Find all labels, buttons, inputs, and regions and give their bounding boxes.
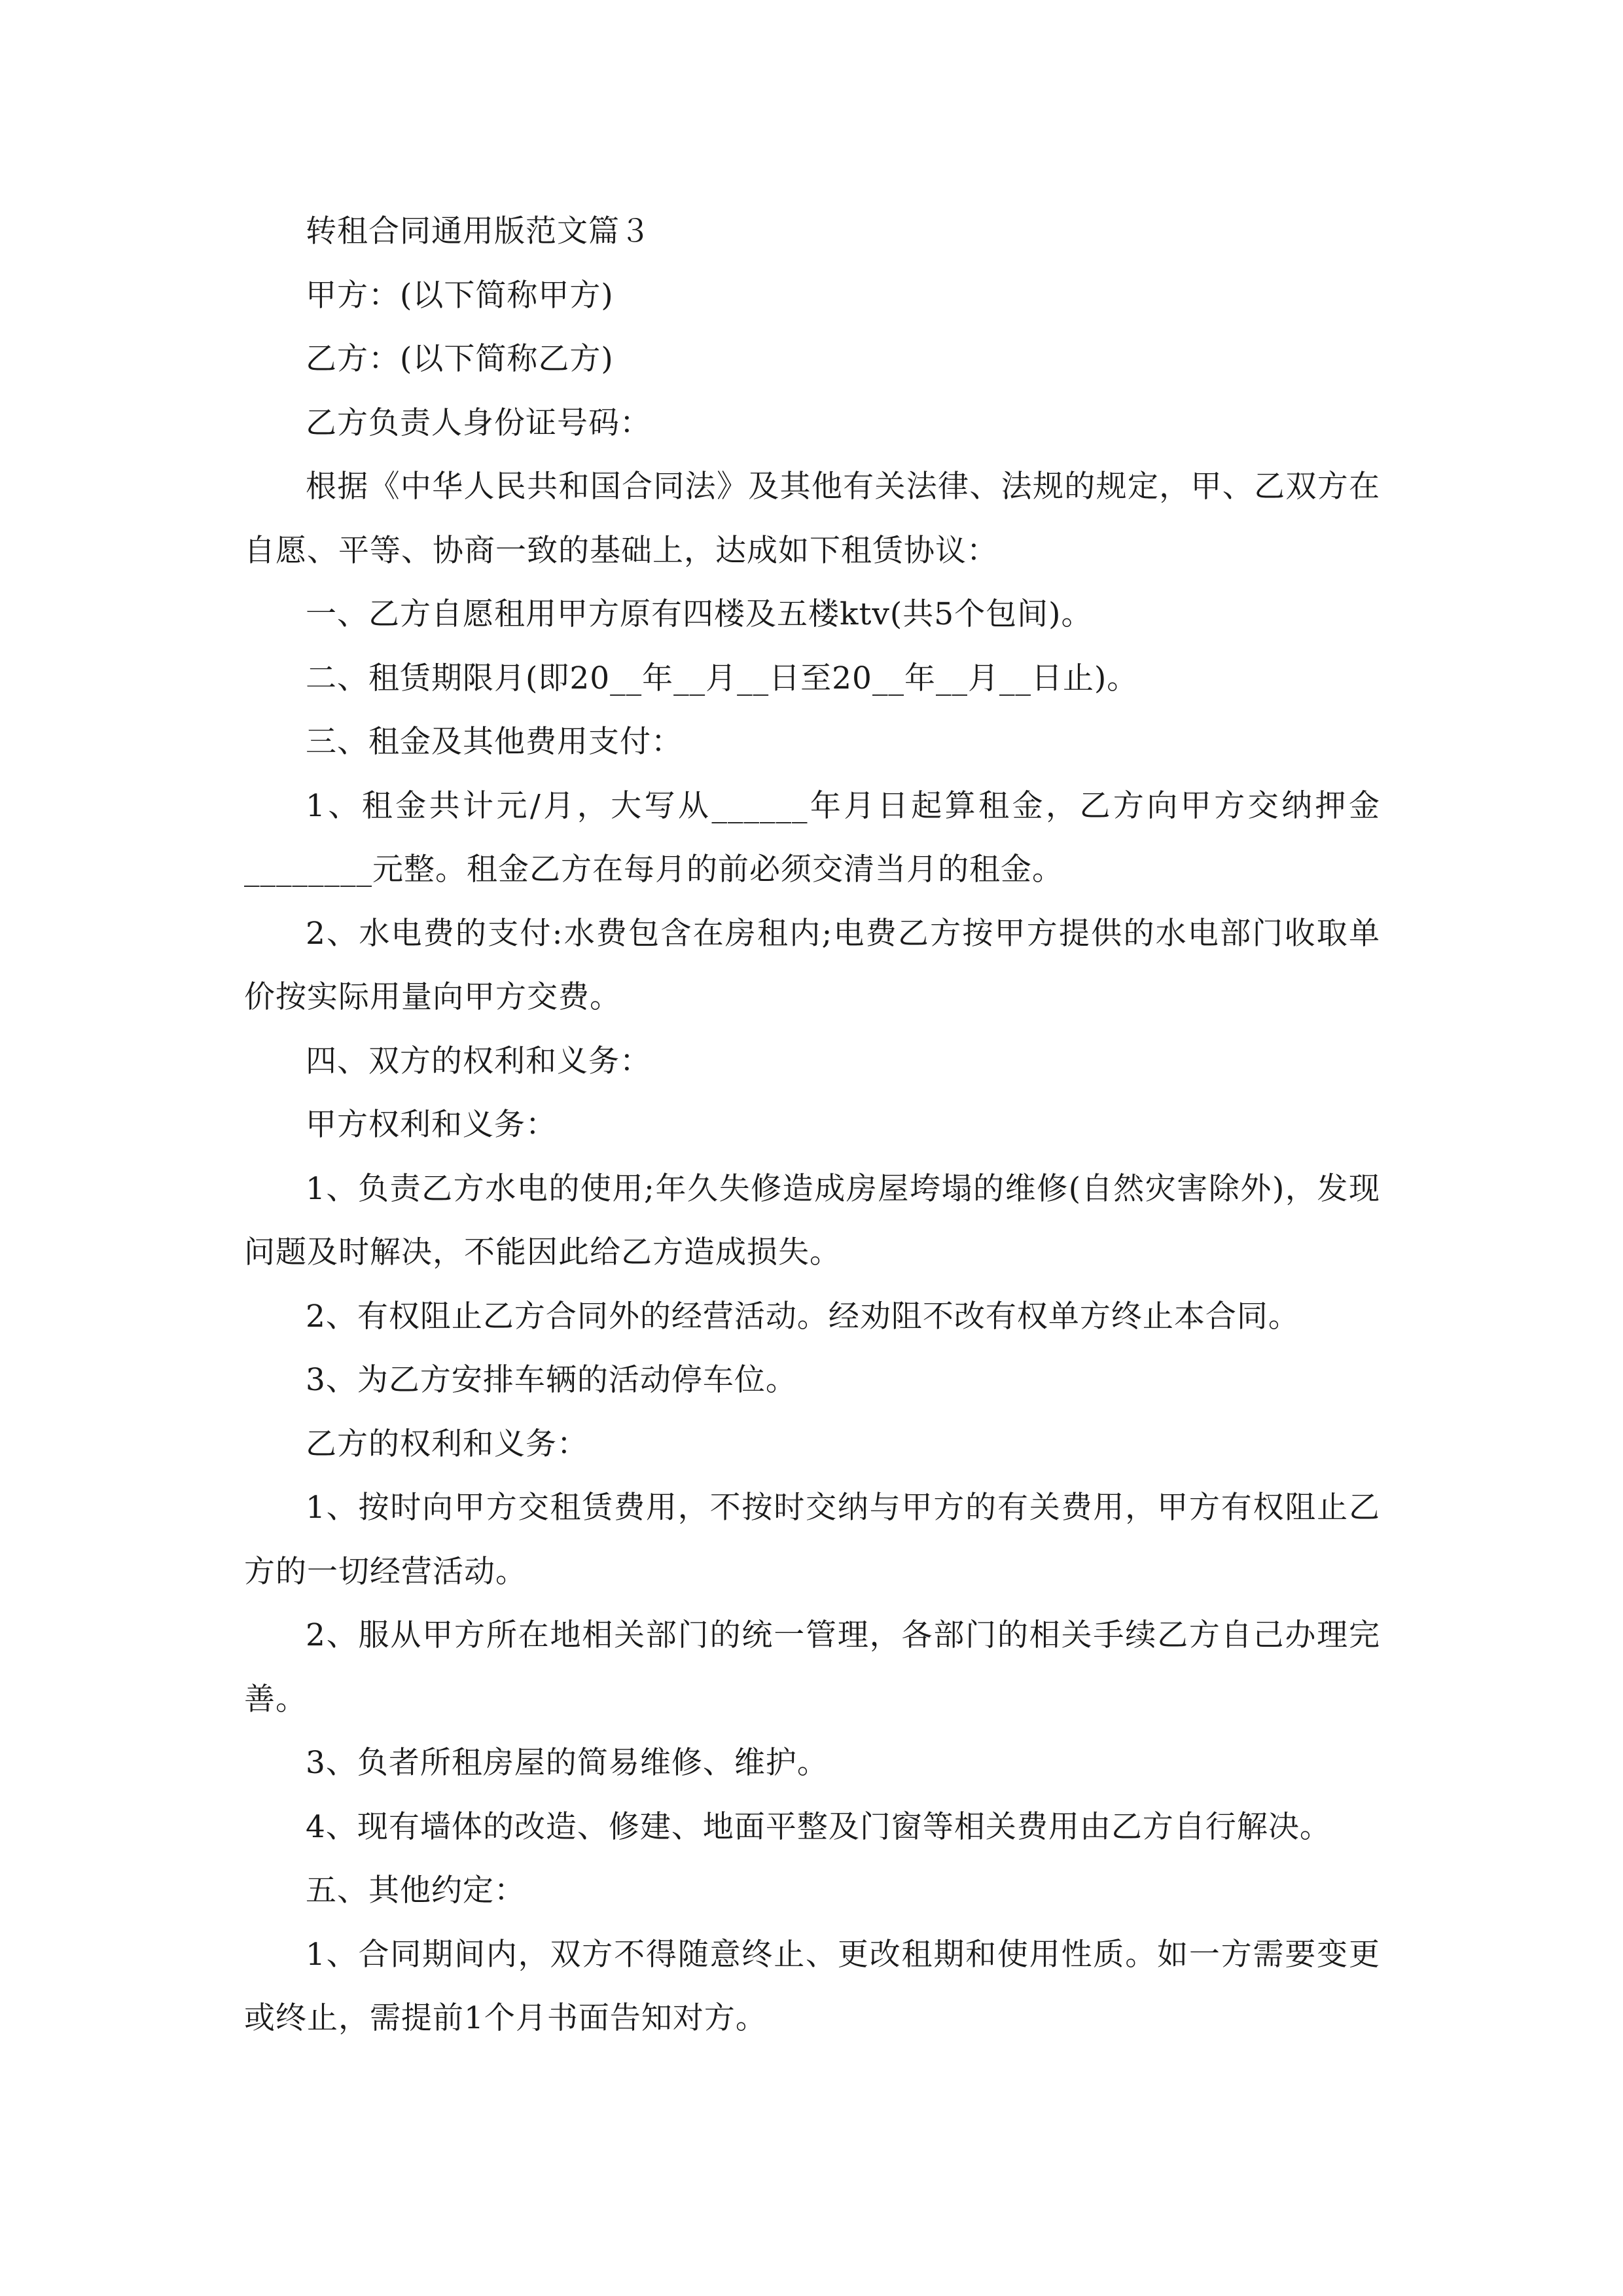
clause-1: 一、乙方自愿租用甲方原有四楼及五楼ktv(共5个包间)。: [306, 596, 1093, 632]
party-b-item-3: 3、负者所租房屋的简易维修、维护。: [306, 1745, 829, 1781]
party-a-rights-heading: 甲方权利和义务：: [306, 1107, 557, 1143]
party-b-line: 乙方：(以下简称乙方): [306, 341, 614, 377]
party-b-id-line: 乙方负责人身份证号码：: [306, 404, 651, 441]
party-a-item-1: 1、负责乙方水电的使用;年久失修造成房屋垮塌的维修(自然灾害除外)，发现问题及时解决，不能因此给乙方造成损失。: [244, 1170, 1380, 1270]
party-b-rights-heading: 乙方的权利和义务：: [306, 1426, 588, 1462]
party-a-line: 甲方：(以下简称甲方): [306, 277, 614, 314]
clause-3-item-2: 2、水电费的支付:水费包含在房租内;电费乙方按甲方提供的水电部门收取单价按实际用量向甲方交费。: [244, 915, 1380, 1015]
party-a-item-2: 2、有权阻止乙方合同外的经营活动。经劝阻不改有权单方终止本合同。: [306, 1298, 1300, 1335]
party-a-item-3: 3、为乙方安排车辆的活动停车位。: [306, 1362, 797, 1398]
clause-3-heading: 三、租金及其他费用支付：: [306, 724, 683, 760]
clause-5-heading: 五、其他约定：: [306, 1873, 526, 1909]
clause-4-heading: 四、双方的权利和义务：: [306, 1043, 651, 1079]
preamble-paragraph: 根据《中华人民共和国合同法》及其他有关法律、法规的规定，甲、乙双方在自愿、平等、协商一致的基础上，达成如下租赁协议：: [244, 469, 1380, 569]
document-body: [244, 200, 1380, 2051]
clause-2: 二、租赁期限月(即20__年__月__日至20__年__月__日止)。: [306, 660, 1139, 696]
clause-3-item-1: 1、租金共计元/月，大写从______年月日起算租金，乙方向甲方交纳押金________元整。租金乙方在每月的前必须交清当月的租金。: [244, 787, 1380, 888]
party-b-item-2: 2、服从甲方所在地相关部门的统一管理，各部门的相关手续乙方自己办理完善。: [244, 1617, 1380, 1717]
document-title: 转租合同通用版范文篇３: [306, 213, 651, 249]
party-b-item-1: 1、按时向甲方交租赁费用，不按时交纳与甲方的有关费用，甲方有权阻止乙方的一切经营活动。: [244, 1490, 1380, 1590]
party-b-item-4: 4、现有墙体的改造、修建、地面平整及门窗等相关费用由乙方自行解决。: [306, 1808, 1331, 1845]
clause-5-item-1: 1、合同期间内，双方不得随意终止、更改租期和使用性质。如一方需要变更或终止，需提前1个月书面告知对方。: [244, 1936, 1380, 2036]
